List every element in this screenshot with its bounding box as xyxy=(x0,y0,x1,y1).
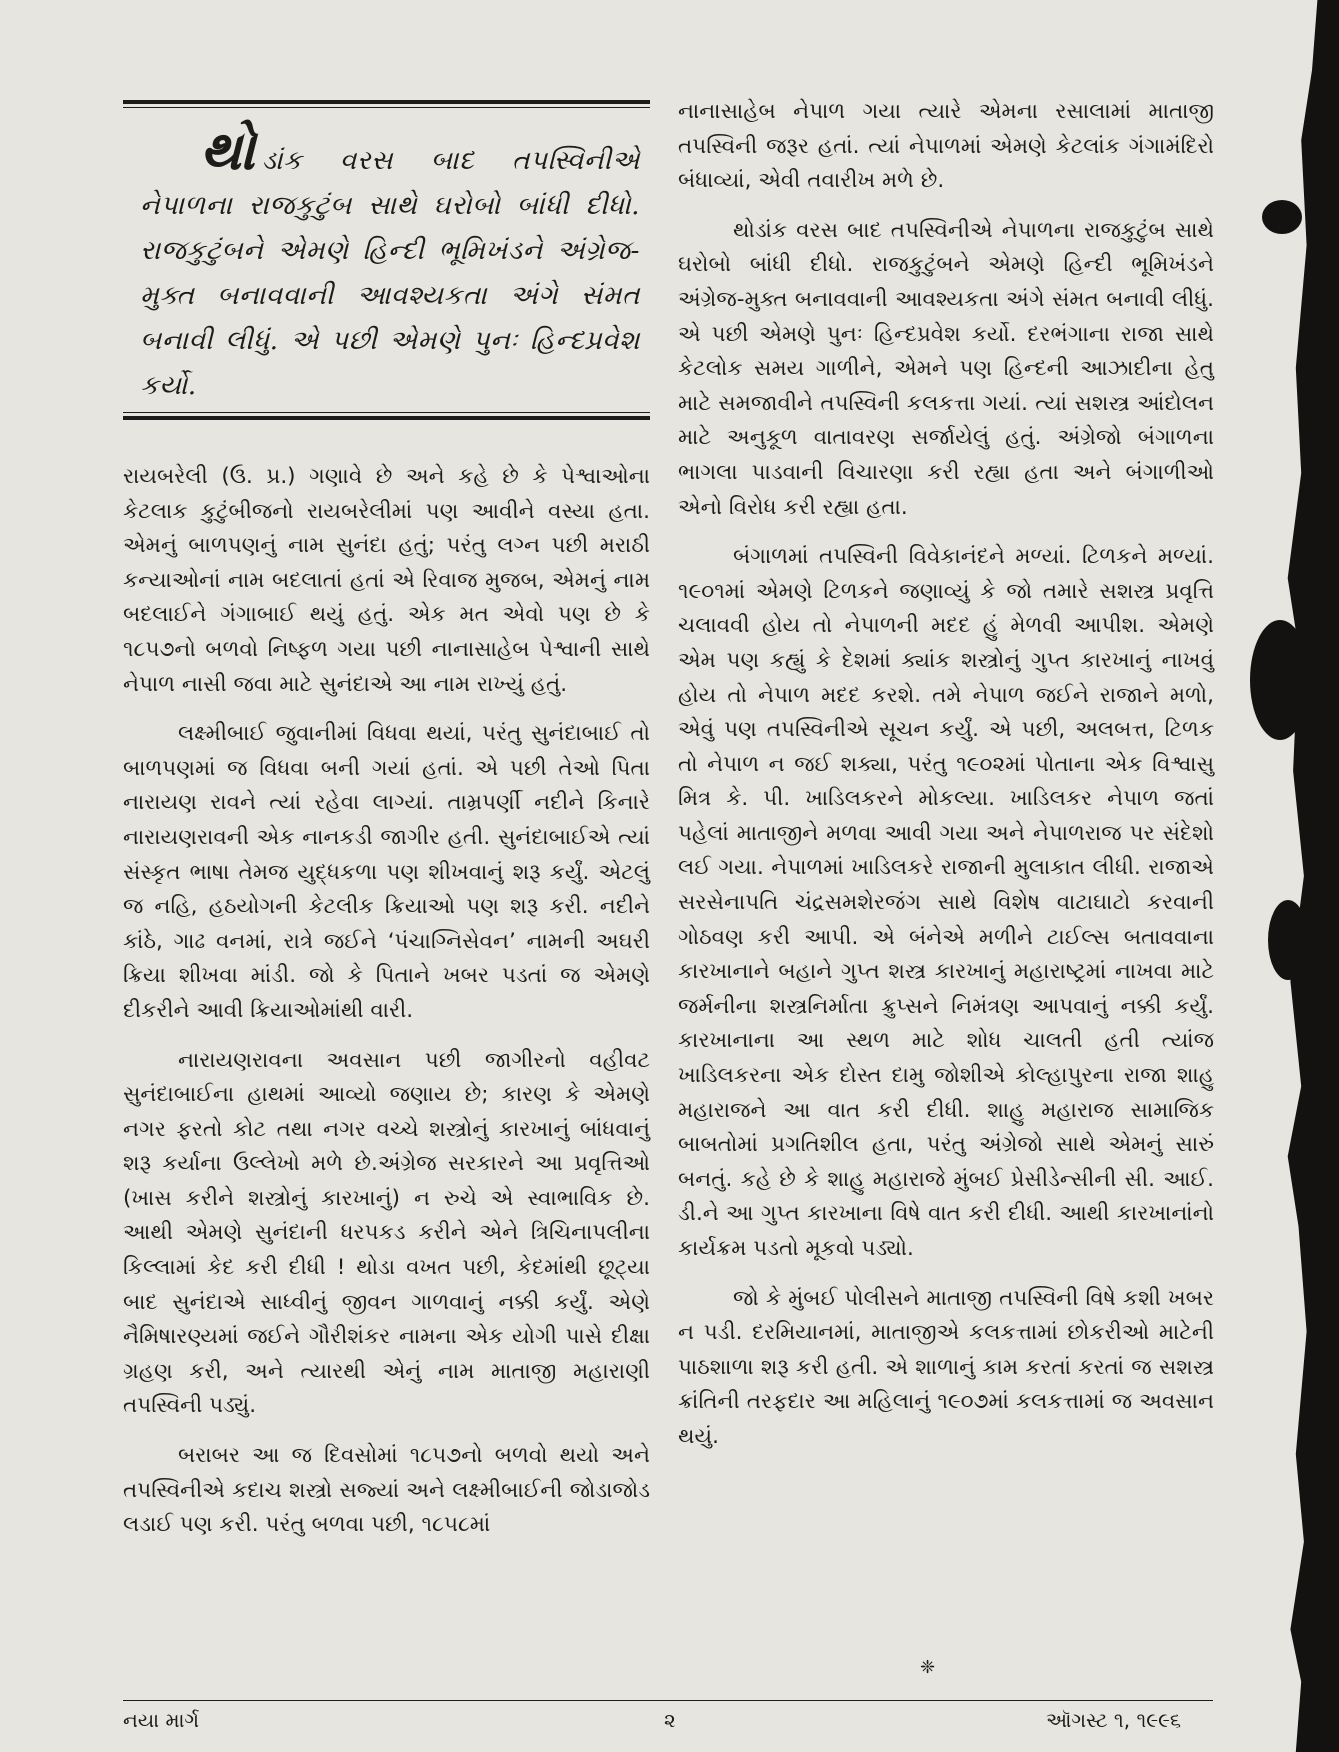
tear-spot xyxy=(1268,900,1308,980)
footer-rule xyxy=(123,1700,1213,1701)
footer-page-number: ૨ xyxy=(664,1708,676,1732)
right-paragraph-1: નાનાસાહેબ નેપાળ ગયા ત્યારે એમના રસાલામાં માતાજી તપસ્વિની જરૂર હતાં. ત્યાં નેપાળમાં એમણે કેટલાંક ગંગામંદિરો બંધાવ્યાં, એવી તવારીખ મળે છે. xyxy=(678,99,1214,194)
torn-page-edge xyxy=(1285,0,1339,1752)
right-paragraph-3: બંગાળમાં તપસ્વિની વિવેકાનંદને મળ્યાં. ટિળકને મળ્યાં. ૧૯૦૧માં એમણે ટિળકને જણાવ્યું કે જો તમારે સશસ્ત્ર પ્રવૃત્તિ ચલાવવી હોય તો નેપાળની મદદ હું મેળવી આપીશ. એમણે એમ પણ કહ્યું કે દેશમાં ક્યાંક શસ્ત્રોનું ગુપ્ત કારખાનું નાખવું હોય તો નેપાળ મદદ કરશે. તમે નેપાળ જઈને રાજાને મળો, એવું પણ તપસ્વિનીએ સૂચન કર્યું. એ પછી, અલબત્ત, ટિળક તો નેપાળ ન જઈ શક્યા, પરંતુ ૧૯૦૨માં પોતાના એક વિશ્વાસુ મિત્ર કે. પી. ખાડિલકરને મોકલ્યા. ખાડિલકર નેપાળ જતાં પહેલાં માતાજીને મળવા આવી ગયા અને નેપાળરાજ પર સંદેશો લઈ ગયા. નેપાળમાં ખાડિલકરે રાજાની મુલાકાત લીધી. રાજાએ સરસેનાપતિ ચંદ્રસમશેરજંગ સાથે વિશેષ વાટાઘાટો કરવાની ગોઠવણ કરી આપી. એ બંનેએ મળીને ટાઈલ્સ બતાવવાના કારખાનાને બહાને ગુપ્ત શસ્ત્ર કારખાનું મહારાષ્ટ્રમાં નાખવા માટે જર્મનીના શસ્ત્રનિર્માતા ક્રુપ્સને નિમંત્રણ આપવાનું નક્કી કર્યું. કારખાનાના આ સ્થળ માટે શોધ ચાલતી હતી ત્યાંજ ખાડિલકરના એક દોસ્ત દામુ જોશીએ કોલ્હાપુરના રાજા શાહુ મહારાજને આ વાત કરી દીધી. શાહુ મહારાજ સામાજિક બાબતોમાં પ્રગતિશીલ હતા, પરંતુ અંગ્રેજો સાથે એમનું સારું બનતું. કહે છે કે શાહુ મહારાજે મુંબઈ પ્રેસીડેન્સીની સી. આઈ. ડી.ને આ ગુપ્ત કારખાના વિષે વાત કરી દીધી. આથી કારખાનાંનો કાર્યક્રમ પડતો મૂકવો પડ્યો. xyxy=(678,544,1214,1261)
footer-date: ઑગસ્ટ ૧, ૧૯૯૬ xyxy=(1046,1708,1182,1732)
right-column xyxy=(678,95,1214,1455)
tear-spot xyxy=(1250,620,1310,740)
tear-spot xyxy=(1262,200,1302,234)
left-paragraph-1: રાયબરેલી (ઉ. પ્ર.) ગણાવે છે અને કહે છે કે પેશ્વાઓના કેટલાક કુટુંબીજનો રાયબરેલીમાં પણ આવીને વસ્યા હતા. એમનું બાળપણનું નામ સુનંદા હતું; પરંતુ લગ્ન પછી મરાઠી કન્યાઓનાં નામ બદલાતાં હતાં એ રિવાજ મુજબ, એમનું નામ બદલાઈને ગંગાબાઈ થયું હતું. એક મત એવો પણ છે કે ૧૮૫૭નો બળવો નિષ્ફળ ગયા પછી નાનાસાહેબ પેશ્વાની સાથે નેપાળ નાસી જવા માટે સુનંદાએ આ નામ રાખ્યું હતું. xyxy=(123,464,650,697)
left-paragraph-2: લક્ષ્મીબાઈ જુવાનીમાં વિધવા થયાં, પરંતુ સુનંદાબાઈ તો બાળપણમાં જ વિધવા બની ગયાં હતાં. એ પછી તેઓ પિતા નારાયણ રાવને ત્યાં રહેવા લાગ્યાં. તામ્રપર્ણી નદીને કિનારે નારાયણરાવની એક નાનકડી જાગીર હતી. સુનંદાબાઈએ ત્યાં સંસ્કૃત ભાષા તેમજ યુદ્ધકળા પણ શીખવાનું શરૂ કર્યું. એટલું જ નહિ, હઠયોગની કેટલીક ક્રિયાઓ પણ શરૂ કરી. નદીને કાંઠે, ગાઢ વનમાં, રાત્રે જઈને ‘પંચાગ્નિસેવન’ નામની અઘરી ક્રિયા શીખવા માંડી. જો કે પિતાને ખબર પડતાં જ એમણે દીકરીને આવી ક્રિયાઓમાંથી વારી. xyxy=(123,721,650,1023)
pullquote-top-rule xyxy=(123,100,650,108)
left-column xyxy=(123,460,650,1543)
right-paragraph-4: જો કે મુંબઈ પોલીસને માતાજી તપસ્વિની વિષે કશી ખબર ન પડી. દરમિયાનમાં, માતાજીએ કલકત્તામાં છોકરીઓ માટેની પાઠશાળા શરૂ કરી હતી. એ શાળાનું કામ કરતાં કરતાં જ સશસ્ત્ર ક્રાંતિની તરફદાર આ મહિલાનું ૧૯૦૭માં કલકત્તામાં જ અવસાન થયું. xyxy=(678,1285,1214,1449)
left-paragraph-4: બરાબર આ જ દિવસોમાં ૧૮૫૭નો બળવો થયો અને તપસ્વિનીએ કદાચ શસ્ત્રો સજ્યાં અને લક્ષ્મીબાઈની જોડાજોડ લડાઈ પણ કરી. પરંતુ બળવા પછી, ૧૮૫૮માં xyxy=(123,1443,650,1538)
pullquote-dropcap: થો xyxy=(200,118,256,182)
left-paragraph-3: નારાયણરાવના અવસાન પછી જાગીરનો વહીવટ સુનંદાબાઈના હાથમાં આવ્યો જણાય છે; કારણ કે એમણે નગર ફરતો કોટ તથા નગર વચ્ચે શસ્ત્રોનું કારખાનું બાંધવાનું શરૂ કર્યાના ઉલ્લેખો મળે છે.અંગ્રેજ સરકારને આ પ્રવૃત્તિઓ (ખાસ કરીને શસ્ત્રોનું કારખાનું) ન રુચે એ સ્વાભાવિક છે. આથી એમણે સુનંદાની ધરપકડ કરીને એને ત્રિચિનાપલીના કિલ્લામાં કેદ કરી દીધી ! થોડા વખત પછી, કેદમાંથી છૂટ્યા બાદ સુનંદાએ સાધ્વીનું જીવન ગાળવાનું નક્કી કર્યું. એણે નૈમિષારણ્યમાં જઈને ગૌરીશંકર નામના એક યોગી પાસે દીક્ષા ગ્રહણ કરી, અને ત્યારથી એનું નામ માતાજી મહારાણી તપસ્વિની પડ્યું. xyxy=(123,1047,650,1419)
pullquote-text: ડાંક વરસ બાદ તપસ્વિનીએ નેપાળના રાજકુટુંબ સાથે ઘરોબો બાંધી દીધો. રાજકુટુંબને એમણે હિન્દી ભૂમિખંડને અંગ્રેજ-મુક્ત બનાવવાની આવશ્યકતા અંગે સંમત બનાવી લીધું. એ પછી એમણે પુનઃ હિન્દપ્રવેશ કર્યો. xyxy=(140,145,640,401)
pullquote-bottom-rule xyxy=(123,412,650,420)
footer-magazine-name: નયા માર્ગ xyxy=(123,1708,200,1732)
right-paragraph-2: થોડાંક વરસ બાદ તપસ્વિનીએ નેપાળના રાજકુટુંબ સાથે ઘરોબો બાંધી દીધો. રાજકુટુંબને એમણે હિન્દી ભૂમિખંડને અંગ્રેજ-મુક્ત બનાવવાની આવશ્યકતા અંગે સંમત બનાવી લીધું. એ પછી એમણે પુનઃ હિન્દપ્રવેશ કર્યો. દરભંગાના રાજા સાથે કેટલોક સમય ગાળીને, એમને પણ હિન્દની આઝાદીના હેતુ માટે સમજાવીને તપસ્વિની કલકત્તા ગયાં. ત્યાં સશસ્ત્ર આંદોલન માટે અનુકૂળ વાતાવરણ સર્જાયેલું હતું. અંગ્રેજો બંગાળના ભાગલા પાડવાની વિચારણા કરી રહ્યા હતા અને બંગાળીઓ એનો વિરોધ કરી રહ્યા હતા. xyxy=(678,217,1214,520)
pullquote xyxy=(140,118,640,408)
end-ornament-icon: ❈ xyxy=(920,1657,936,1678)
